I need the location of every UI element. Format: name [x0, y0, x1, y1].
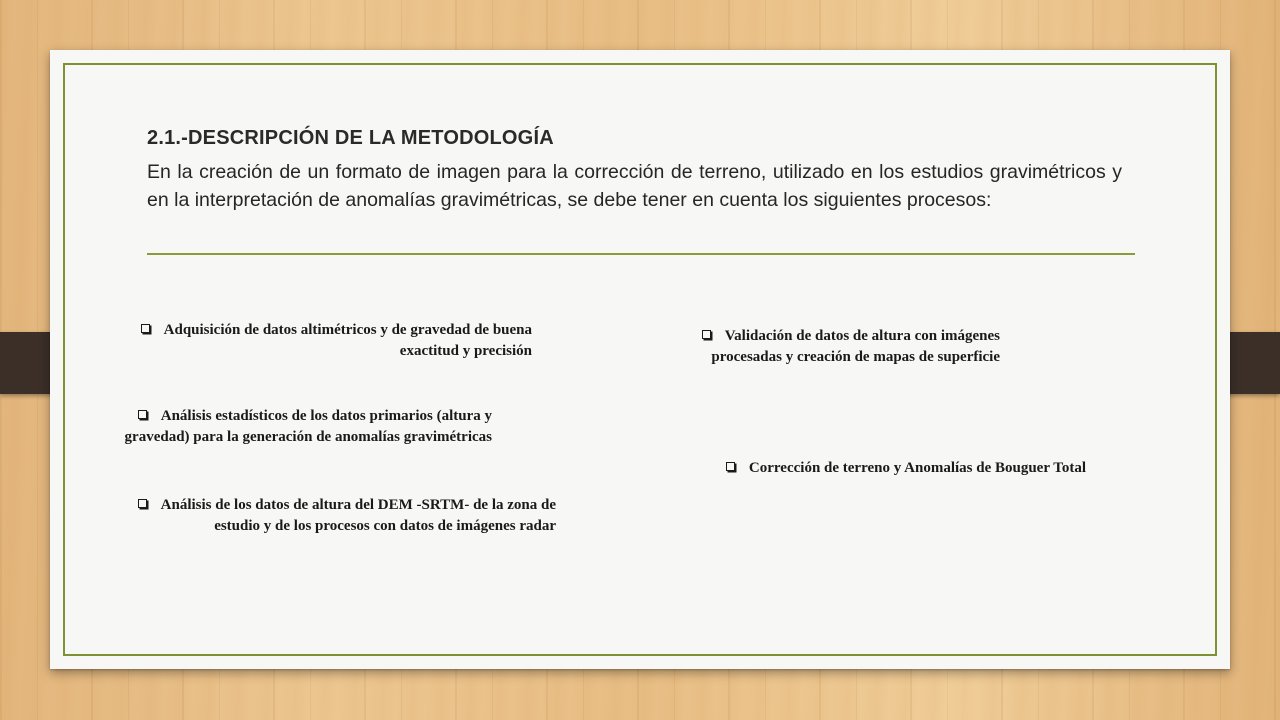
process-item-label: Validación de datos de altura con imágenes procesadas y creación de mapas de superficie: [711, 328, 1000, 365]
checkbox-bullet-icon: [138, 499, 147, 508]
checkbox-bullet-icon: [141, 324, 150, 333]
process-item-label: Corrección de terreno y Anomalías de Bouguer Total: [748, 460, 1086, 476]
process-item-label: Análisis estadísticos de los datos primarios (altura y gravedad) para la generación de anomalías gravimétricas: [124, 408, 492, 445]
process-item-adquisicion: [120, 320, 532, 362]
slide-title: 2.1.-DESCRIPCIÓN DE LA METODOLOGÍA: [147, 127, 554, 149]
process-item-validacion: [630, 326, 1000, 368]
process-item-label: Análisis de los datos de altura del DEM -SRTM- de la zona de estudio y de los procesos con datos de imágenes radar: [160, 497, 556, 534]
process-item-analisis-estadisticos: [120, 406, 492, 448]
title-divider: [147, 253, 1135, 255]
checkbox-bullet-icon: [726, 462, 735, 471]
slide-intro-text: En la creación de un formato de imagen para la corrección de terreno, utilizado en los estudios gravimétricos y en la interpretación de anomalías gravimétricas, se debe tener en cuenta los siguientes procesos:: [147, 161, 1122, 211]
process-item-label: Adquisición de datos altimétricos y de gravedad de buena exactitud y precisión: [163, 322, 532, 359]
checkbox-bullet-icon: [138, 410, 147, 419]
checkbox-bullet-icon: [702, 330, 711, 339]
process-item-correccion: [620, 458, 1086, 479]
process-item-analisis-dem: [120, 495, 556, 537]
